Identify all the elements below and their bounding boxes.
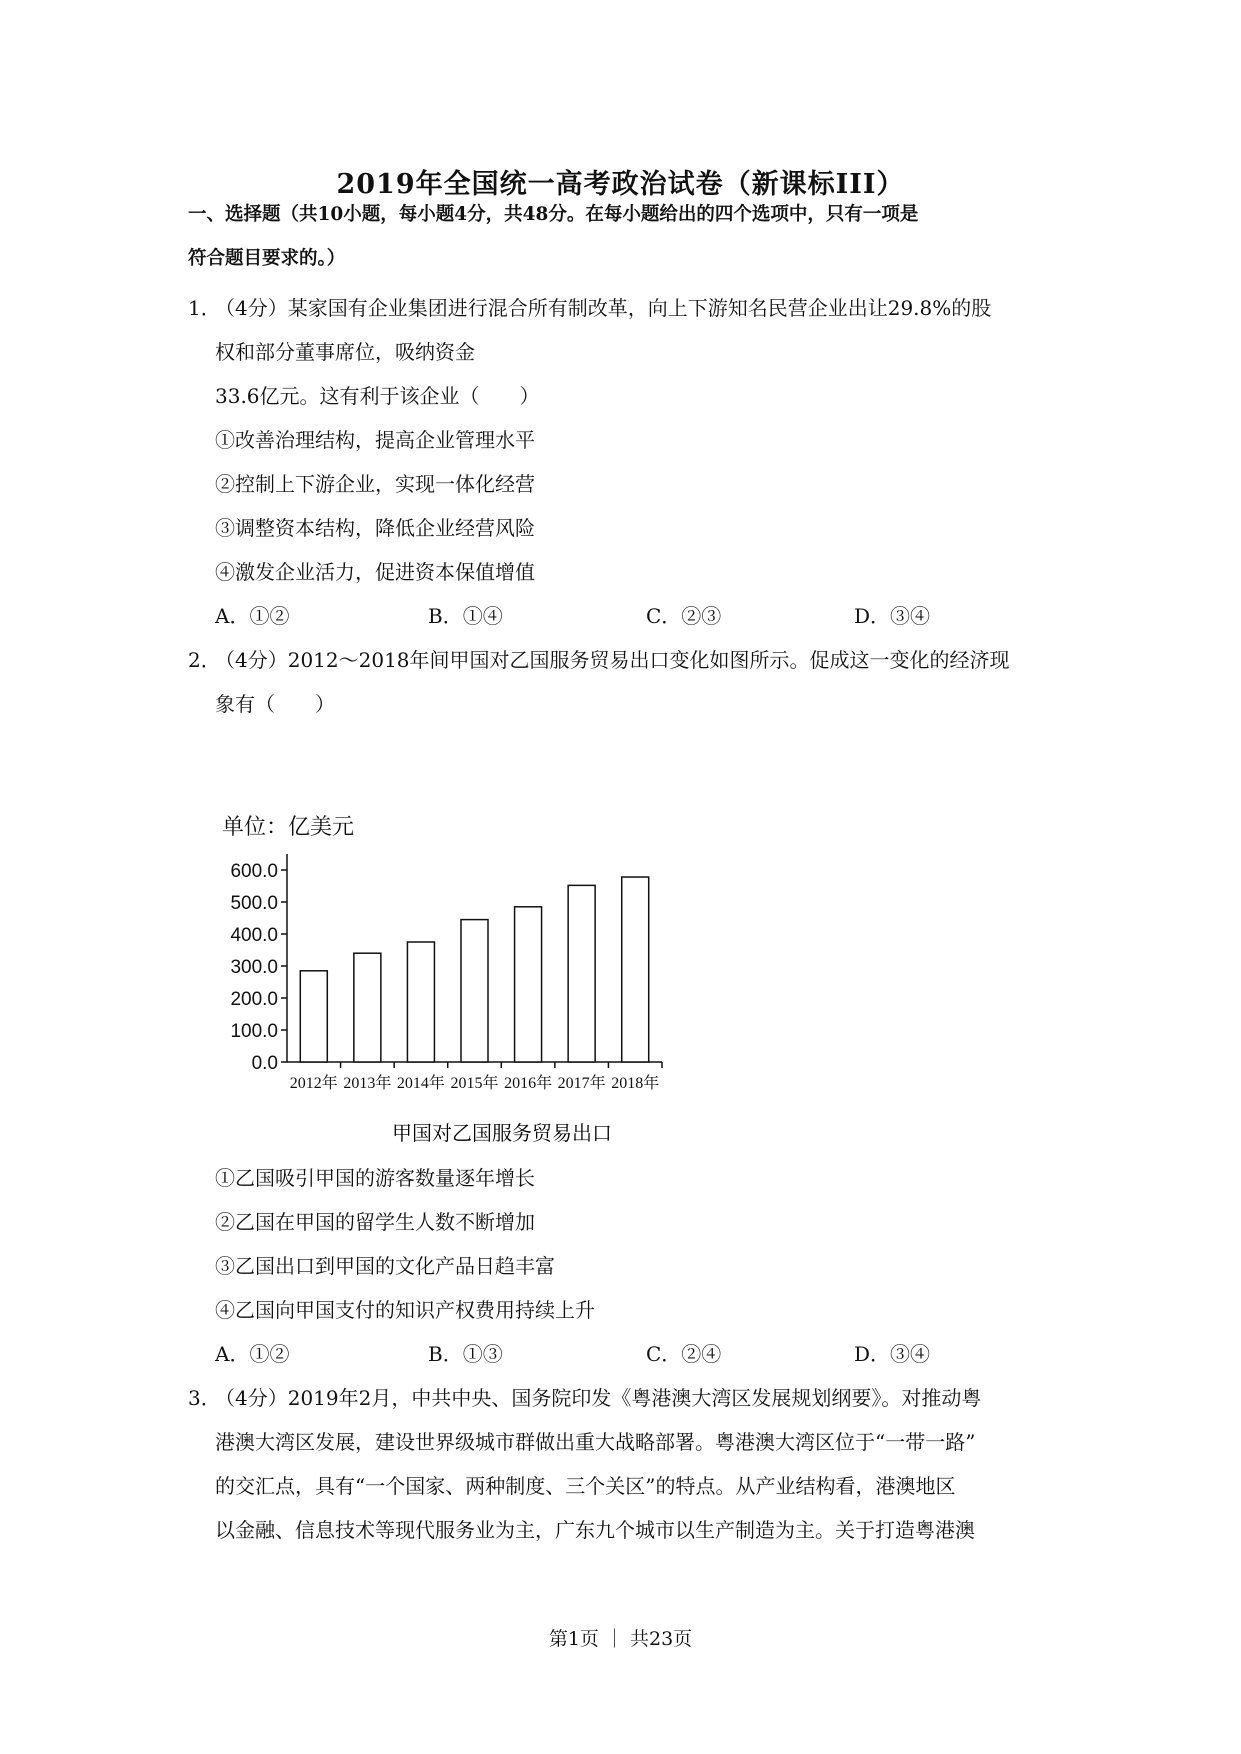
q2-option-d[interactable]: D．③④ bbox=[854, 1342, 931, 1366]
q2-item-2: ②乙国在甲国的留学生人数不断增加 bbox=[215, 1210, 535, 1234]
q1-item-1: ①改善治理结构，提高企业管理水平 bbox=[215, 428, 535, 452]
y-tick-label: 300.0 bbox=[230, 957, 278, 978]
q1-option-c[interactable]: C．②③ bbox=[646, 604, 722, 628]
q2-stem-line2: 象有（ ） bbox=[215, 692, 335, 716]
bar-2013年 bbox=[354, 953, 381, 1062]
q3-stem-line3: 的交汇点，具有“一个国家、两种制度、三个关区”的特点。从产业结构看，港澳地区 bbox=[215, 1474, 956, 1498]
bar-2015年 bbox=[461, 920, 488, 1062]
bar-2018年 bbox=[622, 877, 649, 1062]
chart-unit-label: 单位：亿美元 bbox=[222, 814, 355, 839]
bar-2016年 bbox=[515, 907, 542, 1062]
q1-item-4: ④激发企业活力，促进资本保值增值 bbox=[215, 560, 535, 584]
q2-option-a[interactable]: A．①② bbox=[215, 1342, 290, 1366]
x-tick-label: 2018年 bbox=[611, 1075, 660, 1092]
q1-item-3: ③调整资本结构，降低企业经营风险 bbox=[215, 516, 535, 540]
q1-stem-line1: （4分）某家国有企业集团进行混合所有制改革，向上下游知名民营企业出让29.8%的股 bbox=[215, 296, 992, 320]
x-tick-label: 2015年 bbox=[450, 1075, 499, 1092]
q1-option-a[interactable]: A．①② bbox=[215, 604, 290, 628]
x-tick-label: 2012年 bbox=[289, 1075, 338, 1092]
y-tick-label: 200.0 bbox=[230, 989, 278, 1010]
bar-2014年 bbox=[407, 942, 434, 1062]
q2-stem-line1: （4分）2012～2018年间甲国对乙国服务贸易出口变化如图所示。促成这一变化的经济现 bbox=[215, 648, 1010, 672]
section-heading-line2: 符合题目要求的。） bbox=[188, 248, 346, 269]
q3-stem-line4: 以金融、信息技术等现代服务业为主，广东九个城市以生产制造为主。关于打造粤港澳 bbox=[215, 1518, 975, 1542]
y-tick-label: 100.0 bbox=[230, 1021, 278, 1042]
q3-stem-line2: 港澳大湾区发展，建设世界级城市群做出重大战略部署。粤港澳大湾区位于“一带一路” bbox=[215, 1430, 976, 1454]
q2-item-1: ①乙国吸引甲国的游客数量逐年增长 bbox=[215, 1166, 535, 1190]
y-tick-label: 500.0 bbox=[230, 893, 278, 914]
q2-option-c[interactable]: C．②④ bbox=[646, 1342, 722, 1366]
chart-caption: 甲国对乙国服务贸易出口 bbox=[392, 1123, 612, 1145]
section-heading-line1: 一、选择题（共10小题，每小题4分，共48分。在每小题给出的四个选项中，只有一项是 bbox=[188, 204, 919, 225]
q2-item-4: ④乙国向甲国支付的知识产权费用持续上升 bbox=[215, 1298, 595, 1322]
y-tick-label: 400.0 bbox=[230, 925, 278, 946]
q3-stem-line1: （4分）2019年2月，中共中央、国务院印发《粤港澳大湾区发展规划纲要》。对推动粤 bbox=[215, 1386, 982, 1410]
bar-chart bbox=[200, 810, 760, 1160]
bar-2012年 bbox=[300, 971, 327, 1062]
page-footer: 第1页 ｜ 共23页 bbox=[548, 1628, 693, 1650]
q1-option-b[interactable]: B．①④ bbox=[428, 604, 503, 628]
q1-number: 1． bbox=[188, 296, 221, 320]
q1-stem-line3: 33.6亿元。这有利于该企业（ ） bbox=[215, 384, 540, 408]
q1-item-2: ②控制上下游企业，实现一体化经营 bbox=[215, 472, 535, 496]
x-tick-label: 2013年 bbox=[343, 1075, 392, 1092]
q2-option-b[interactable]: B．①③ bbox=[428, 1342, 503, 1366]
y-tick-label: 600.0 bbox=[230, 861, 278, 882]
x-tick-label: 2016年 bbox=[504, 1075, 553, 1092]
q2-item-3: ③乙国出口到甲国的文化产品日趋丰富 bbox=[215, 1254, 555, 1278]
y-tick-label: 0.0 bbox=[251, 1053, 278, 1074]
q1-option-d[interactable]: D．③④ bbox=[854, 604, 931, 628]
x-tick-label: 2017年 bbox=[557, 1075, 606, 1092]
q3-number: 3． bbox=[188, 1386, 221, 1410]
bar-2017年 bbox=[568, 885, 595, 1062]
page-title: 2019年全国统一高考政治试卷（新课标III） bbox=[336, 169, 905, 200]
q2-number: 2． bbox=[188, 648, 221, 672]
q1-stem-line2: 权和部分董事席位，吸纳资金 bbox=[215, 340, 475, 364]
x-tick-label: 2014年 bbox=[396, 1075, 445, 1092]
